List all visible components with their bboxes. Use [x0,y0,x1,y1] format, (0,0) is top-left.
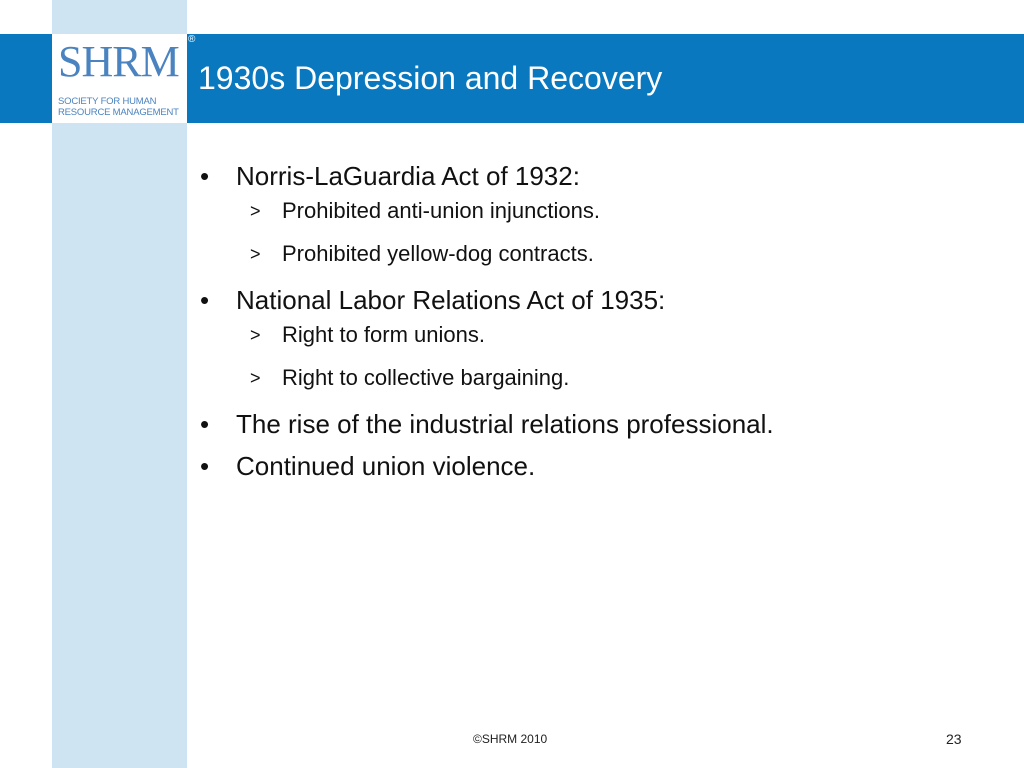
footer-copyright: ©SHRM 2010 [473,732,548,746]
bullet-text: Norris-LaGuardia Act of 1932: [236,161,580,191]
bullet-item [198,408,998,440]
sub-bullet-item: > Prohibited yellow-dog contracts. [236,241,998,267]
sub-bullet-item: > Prohibited anti-union injunctions. [236,198,998,224]
bullet-text: Continued union violence. [236,451,536,481]
bullet-text: National Labor Relations Act of 1935: [236,285,666,315]
registered-mark: ® [188,34,196,45]
bullet-item [198,160,998,267]
bullet-list [198,160,998,492]
logo-subtitle-line2: RESOURCE MANAGEMENT [58,107,179,118]
logo-subtitle [58,96,186,118]
shrm-logo [52,34,196,123]
bullet-item [198,284,998,391]
logo-wordmark: SHRM [58,37,179,86]
bullet-item [198,450,998,482]
page-number: 23 [946,731,962,747]
sub-bullet-list [236,198,998,267]
sub-bullet-item: > Right to collective bargaining. [236,365,998,391]
sub-bullet-list [236,322,998,391]
bullet-text: The rise of the industrial relations professional. [236,409,774,439]
logo-subtitle-line1: SOCIETY FOR HUMAN [58,96,157,107]
slide-title: 1930s Depression and Recovery [198,60,663,96]
sub-bullet-item: > Right to form unions. [236,322,998,348]
